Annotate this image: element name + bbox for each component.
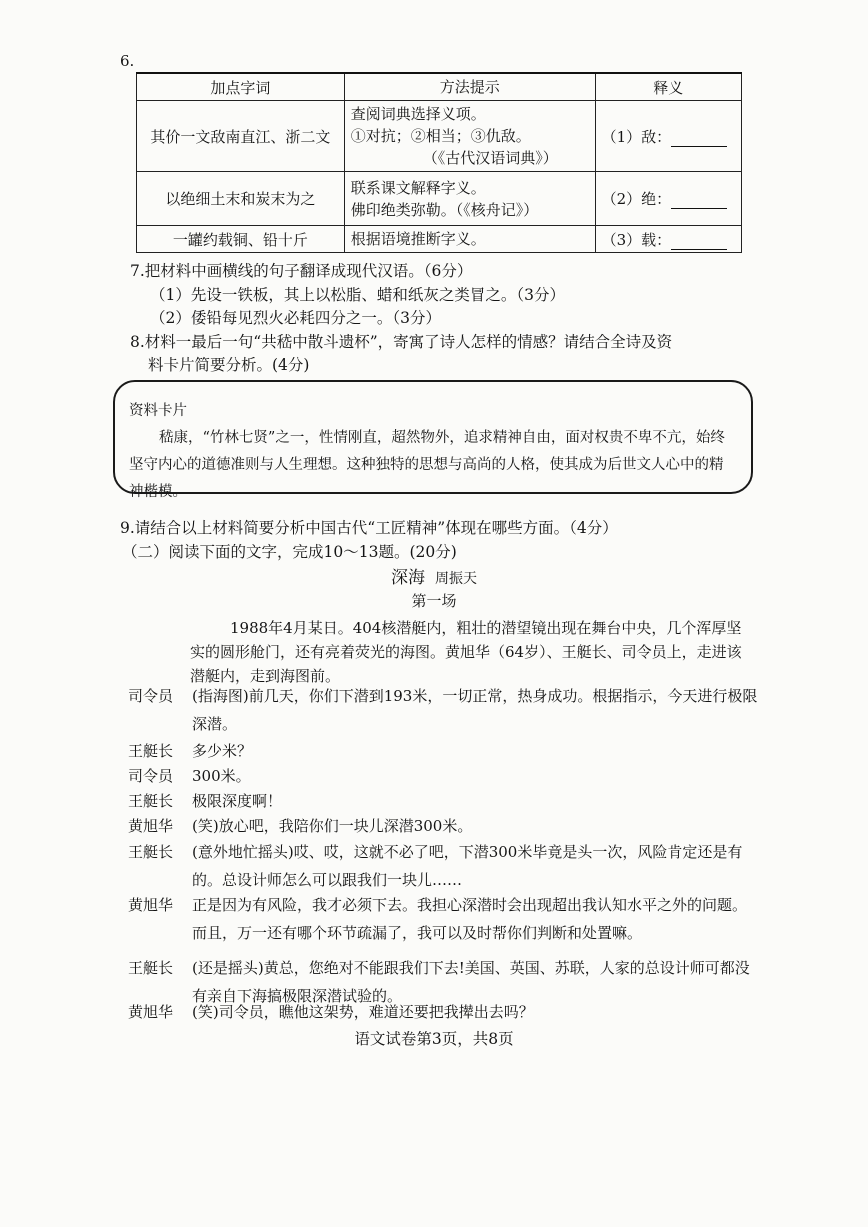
speech-text: 300米。: [192, 767, 251, 785]
table-row: [137, 101, 742, 172]
phrase-cell: 以绝细土末和炭末为之: [137, 172, 345, 226]
speech-text: 多少米？: [192, 742, 253, 760]
speaker: 王艇长: [128, 959, 174, 977]
method-line: 佛印绝类弥勒。（《核舟记》）: [350, 200, 539, 219]
question-8-line1: 8.材料一最后一句“共嵇中散斗遗杯”，寄寓了诗人怎样的情感？请结合全诗及资: [130, 333, 673, 351]
speaker: 黄旭华: [128, 896, 174, 914]
page-footer: 语文试卷第3页，共8页: [354, 1030, 514, 1048]
answer-label: （1）敌：: [601, 127, 672, 146]
section-2-heading: （二）阅读下面的文字，完成10～13题。(20分): [122, 543, 457, 561]
speaker: 王艇长: [128, 742, 174, 760]
play-title: [0, 563, 868, 588]
dialogue-line: [128, 682, 758, 738]
play-title-text: 深海: [391, 568, 425, 588]
header-meaning: 释义: [595, 73, 741, 101]
phrase-cell: 其价一文敌南直江、浙二文: [137, 101, 345, 172]
speaker: 司令员: [128, 767, 174, 785]
speech-text: (意外地忙摇头)哎、哎，这就不必了吧，下潜300米毕竟是头一次，风险肯定还是有的。总设计师怎么可以跟我们一块儿……: [192, 843, 743, 889]
speech-text: (指海图)前几天，你们下潜到193米，一切正常，热身成功。根据指示，今天进行极限深潜。: [192, 687, 758, 733]
speech-text: 极限深度啊！: [192, 792, 283, 810]
answer-blank[interactable]: [671, 194, 727, 209]
speaker: 王艇长: [128, 792, 174, 810]
speaker: 黄旭华: [128, 1003, 174, 1021]
method-cell: [344, 172, 595, 226]
speech-text: 正是因为有风险，我才必须下去。我担心深潜时会出现超出我认知水平之外的问题。而且，万一还有哪个环节疏漏了，我可以及时帮你们判断和处置嘛。: [192, 896, 748, 942]
speech-text: (笑)司令员，瞧他这架势，难道还要把我撵出去吗？: [192, 1003, 534, 1021]
scene-heading: 第一场: [411, 592, 457, 610]
question-8-line2: 料卡片简要分析。(4分): [148, 356, 310, 374]
question-7-sub1: （1）先设一铁板，其上以松脂、蜡和纸灰之类冒之。（3分）: [150, 286, 565, 304]
question-7-stem: 7.把材料中画横线的句子翻译成现代汉语。（6分）: [130, 262, 473, 280]
speaker: 黄旭华: [128, 817, 174, 835]
question-9: 9.请结合以上材料简要分析中国古代“工匠精神”体现在哪些方面。（4分）: [120, 519, 618, 537]
header-phrase: 加点字词: [137, 73, 345, 101]
answer-blank[interactable]: [671, 132, 727, 147]
method-line: 查阅词典选择义项。: [350, 105, 486, 123]
answer-label: （3）载：: [601, 230, 672, 249]
dialogue-line: [128, 838, 758, 894]
play-author: 周振天: [435, 571, 477, 587]
dialogue-line: [128, 998, 758, 1026]
table-row: [137, 172, 742, 226]
word-meaning-table: [136, 72, 742, 253]
stage-direction: 1988年4月某日。404核潜艇内，粗壮的潜望镜出现在舞台中央，几个浑厚坚实的圆形舱门，还有亮着荧光的海图。黄旭华（64岁）、王艇长、司令员上，走进该潜艇内，走到海图前。: [190, 619, 742, 685]
header-method: 方法提示: [344, 73, 595, 101]
table-row: [137, 226, 742, 253]
answer-cell[interactable]: [595, 226, 741, 253]
method-cell: [344, 226, 595, 253]
method-source: （《古代汉语词典》）: [422, 149, 558, 167]
answer-blank[interactable]: [671, 235, 727, 250]
method-line: ①对抗；②相当；③仇敌。: [350, 127, 531, 145]
question-6-number: 6.: [120, 52, 135, 70]
question-7-sub2: （2）倭铅每见烈火必耗四分之一。（3分）: [150, 309, 441, 327]
info-card: [113, 380, 753, 500]
dialogue-line: [128, 891, 758, 947]
speaker: 王艇长: [128, 843, 174, 861]
method-line: 根据语境推断字义。: [350, 230, 486, 248]
info-card-title: 资料卡片: [129, 403, 187, 419]
dialogue-line: [128, 812, 758, 840]
dialogue-line: [128, 787, 758, 815]
answer-cell[interactable]: [595, 101, 741, 172]
dialogue-line: [128, 762, 758, 790]
speech-text: (还是摇头)黄总，您绝对不能跟我们下去!美国、英国、苏联，人家的总设计师可都没有亲自下海搞极限深潜试验的。: [192, 959, 750, 1005]
speaker: 司令员: [128, 687, 174, 705]
phrase-cell: 一罐约载铜、铅十斤: [137, 226, 345, 253]
speech-text: (笑)放心吧，我陪你们一块儿深潜300米。: [192, 817, 473, 835]
answer-cell[interactable]: [595, 172, 741, 226]
answer-label: （2）绝：: [601, 190, 672, 208]
info-card-body: 嵇康，“竹林七贤”之一，性情刚直，超然物外，追求精神自由，面对权贵不卑不亢，始终坚守内心的道德准则与人生理想。这种独特的思想与高尚的人格，使其成为后世文人心中的精神楷模。: [129, 430, 725, 500]
dialogue-line: [128, 737, 758, 765]
table-header-row: [137, 73, 742, 101]
method-cell: [344, 101, 595, 172]
method-line: 联系课文解释字义。: [350, 178, 486, 197]
